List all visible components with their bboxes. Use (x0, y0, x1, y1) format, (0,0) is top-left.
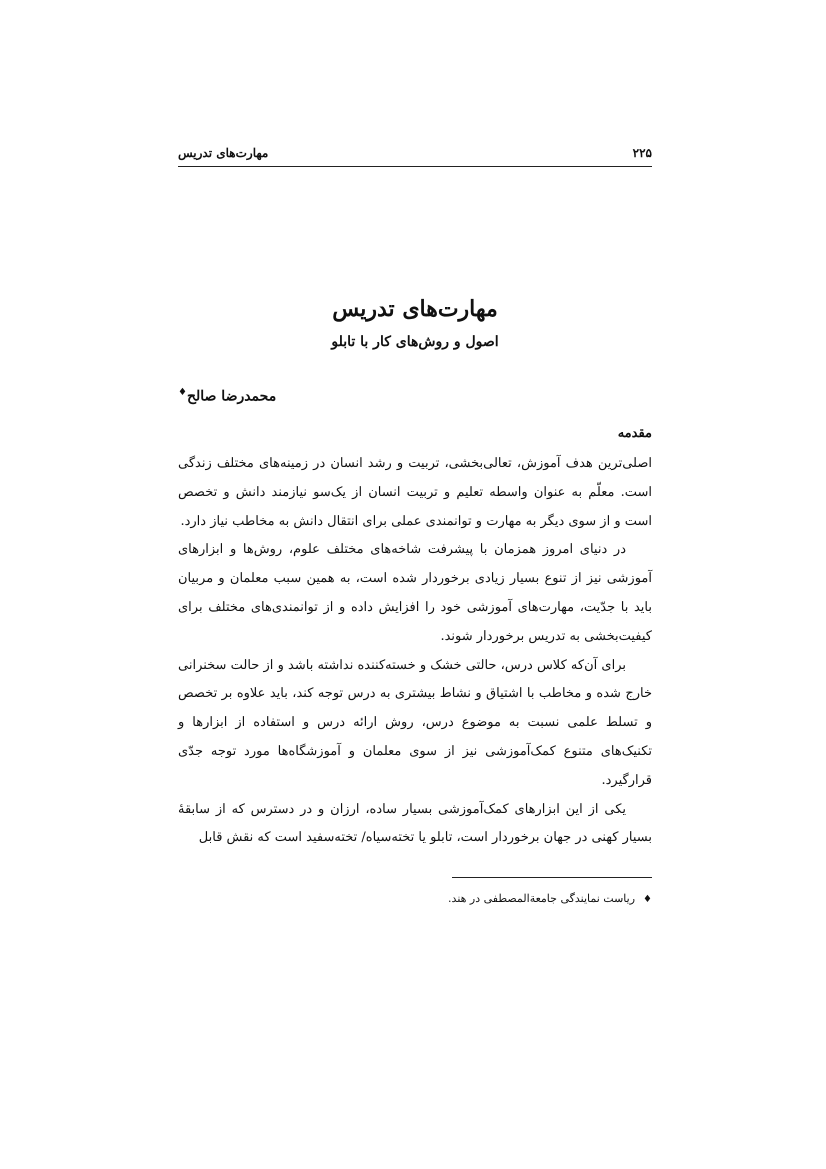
article-subtitle: اصول و روش‌های کار با تابلو (331, 334, 499, 350)
body-text (178, 450, 652, 853)
paragraph-1: اصلی‌ترین هدف آموزش، تعالی‌بخشی، تربیت و رشد انسان در زمینه‌های مختلف زندگی است. معلّم به عنوان واسطه تعلیم و تربیت انسان از یک‌سو نیازمند دانش و تخصص است و از سوی دیگر به مهارت و توانمندی عملی برای انتقال دانش به مخاطب نیاز دارد. (178, 456, 652, 529)
author-line (178, 387, 276, 405)
footnote-text: ریاست نمایندگی جامعةالمصطفی در هند. (448, 892, 636, 905)
footnote (448, 892, 652, 905)
footnote-mark: ♦ (643, 894, 652, 905)
running-header (178, 144, 652, 167)
section-heading: مقدمه (617, 426, 652, 441)
author-name: محمدرضا صالح (186, 388, 277, 405)
footnote-rule (452, 877, 652, 878)
paragraph-4: یکی از این ابزارهای کمک‌آموزشی بسیار ساده، ارزان و در دسترس که از سابقهٔ بسیار کهنی در جهان برخوردار است، تابلو یا تخته‌سیاه/ تخته‌سفید است که نقش قابل (178, 801, 652, 846)
article-title: مهارت‌های تدریس (332, 296, 498, 322)
page-number: ۲۲۵ (632, 146, 652, 160)
paragraph-2: در دنیای امروز همزمان با پیشرفت شاخه‌های مختلف علوم، روش‌ها و ابزارهای آموزشی نیز از تنوع بسیار زیادی برخوردار شده است، به همین سبب معلمان و مربیان باید با جدّیت، مهارت‌های آموزشی خود را افزایش داده و از توانمندی‌های مختلف برای کیفیت‌بخشی به تدریس برخوردار شوند. (178, 542, 652, 644)
running-title: مهارت‌های تدریس (178, 146, 269, 160)
footnote-reference-mark: ♦ (178, 387, 187, 398)
paragraph-3: برای آن‌که کلاس درس، حالتی خشک و خسته‌کننده نداشته باشد و از حالت سخنرانی خارج شده و مخاطب با اشتیاق و نشاط بیشتری به درس توجه کند، باید علاوه بر تخصص و تسلط علمی نسبت به موضوع درس، روش ارائه درس و استفاده از ابزارها و تکنیک‌های متنوع کمک‌آموزشی نیز از سوی معلمان و آموزشگاه‌ها مورد توجه جدّی قرارگیرد. (178, 657, 652, 788)
document-page (178, 0, 652, 1169)
